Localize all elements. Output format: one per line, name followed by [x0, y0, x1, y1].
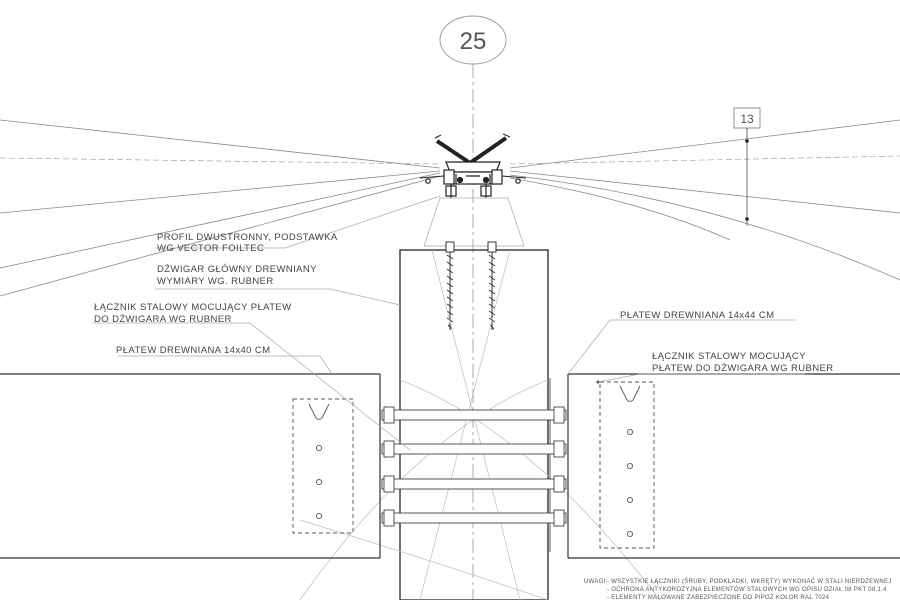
notes-title: UWAGI:	[584, 579, 608, 585]
label-profil-line2: WG VECTOR FOILTEC	[157, 243, 265, 254]
notes-line1: - WSZYSTKIE ŁĄCZNIKI (ŚRUBY, PODKŁADKI, WKRĘTY) WYKONAĆ W STALI NIERDZEWNEJ	[607, 579, 892, 585]
through-bolts	[382, 407, 566, 526]
grid-axis-label: 25	[459, 28, 487, 55]
cable-dashed-right	[510, 156, 900, 164]
right-steel-connector	[600, 382, 654, 548]
base-plate-outline	[424, 198, 524, 246]
cable-tag-13	[734, 108, 760, 226]
grid-axis-bubble	[440, 16, 506, 64]
label-lacznik-right-line1: ŁĄCZNIK STALOWY MOCUJĄCY	[652, 351, 806, 362]
left-purlin	[0, 374, 380, 558]
label-lacznik-left-line2: DO DŹWIGARA WG RUBNER	[94, 314, 232, 325]
lag-screws	[446, 242, 496, 330]
label-dzwigar-line1: DŹWIGAR GŁÓWNY DREWNIANY	[157, 264, 317, 275]
left-steel-connector	[293, 399, 353, 533]
label-platew-left: PŁATEW DREWNIANA 14x40 CM	[116, 345, 271, 356]
label-lacznik-right-line2: PŁATEW DO DŹWIGARA WG RUBNER	[652, 363, 834, 374]
girder-hidden-lines	[300, 250, 660, 600]
notes-line2: - OCHRONA ANTYKOROZYJNA ELEMENTÓW STALOWYCH WG OPISU DZIAŁ 08 PKT 08.1.4	[607, 587, 887, 593]
cable-lines-right	[510, 120, 900, 280]
label-lacznik-left-line1: ŁĄCZNIK STALOWY MOCUJĄCY PŁATEW	[94, 302, 292, 313]
cable-tag-text: 13	[740, 112, 754, 126]
main-girder	[400, 250, 548, 600]
leader-dot	[597, 381, 600, 384]
label-platew-right: PŁATEW DREWNIANA 14x44 CM	[620, 310, 775, 321]
label-dzwigar-line2: WYMIARY WG. RUBNER	[157, 276, 274, 287]
label-profil-line1: PROFIL DWUSTRONNY, PODSTAWKA	[157, 232, 338, 243]
notes-block	[584, 577, 892, 600]
notes-line3: - ELEMENTY MALOWANE ZABEZPIECZONE DO PIPOŻ KOLOR RAL 7024	[607, 595, 830, 600]
